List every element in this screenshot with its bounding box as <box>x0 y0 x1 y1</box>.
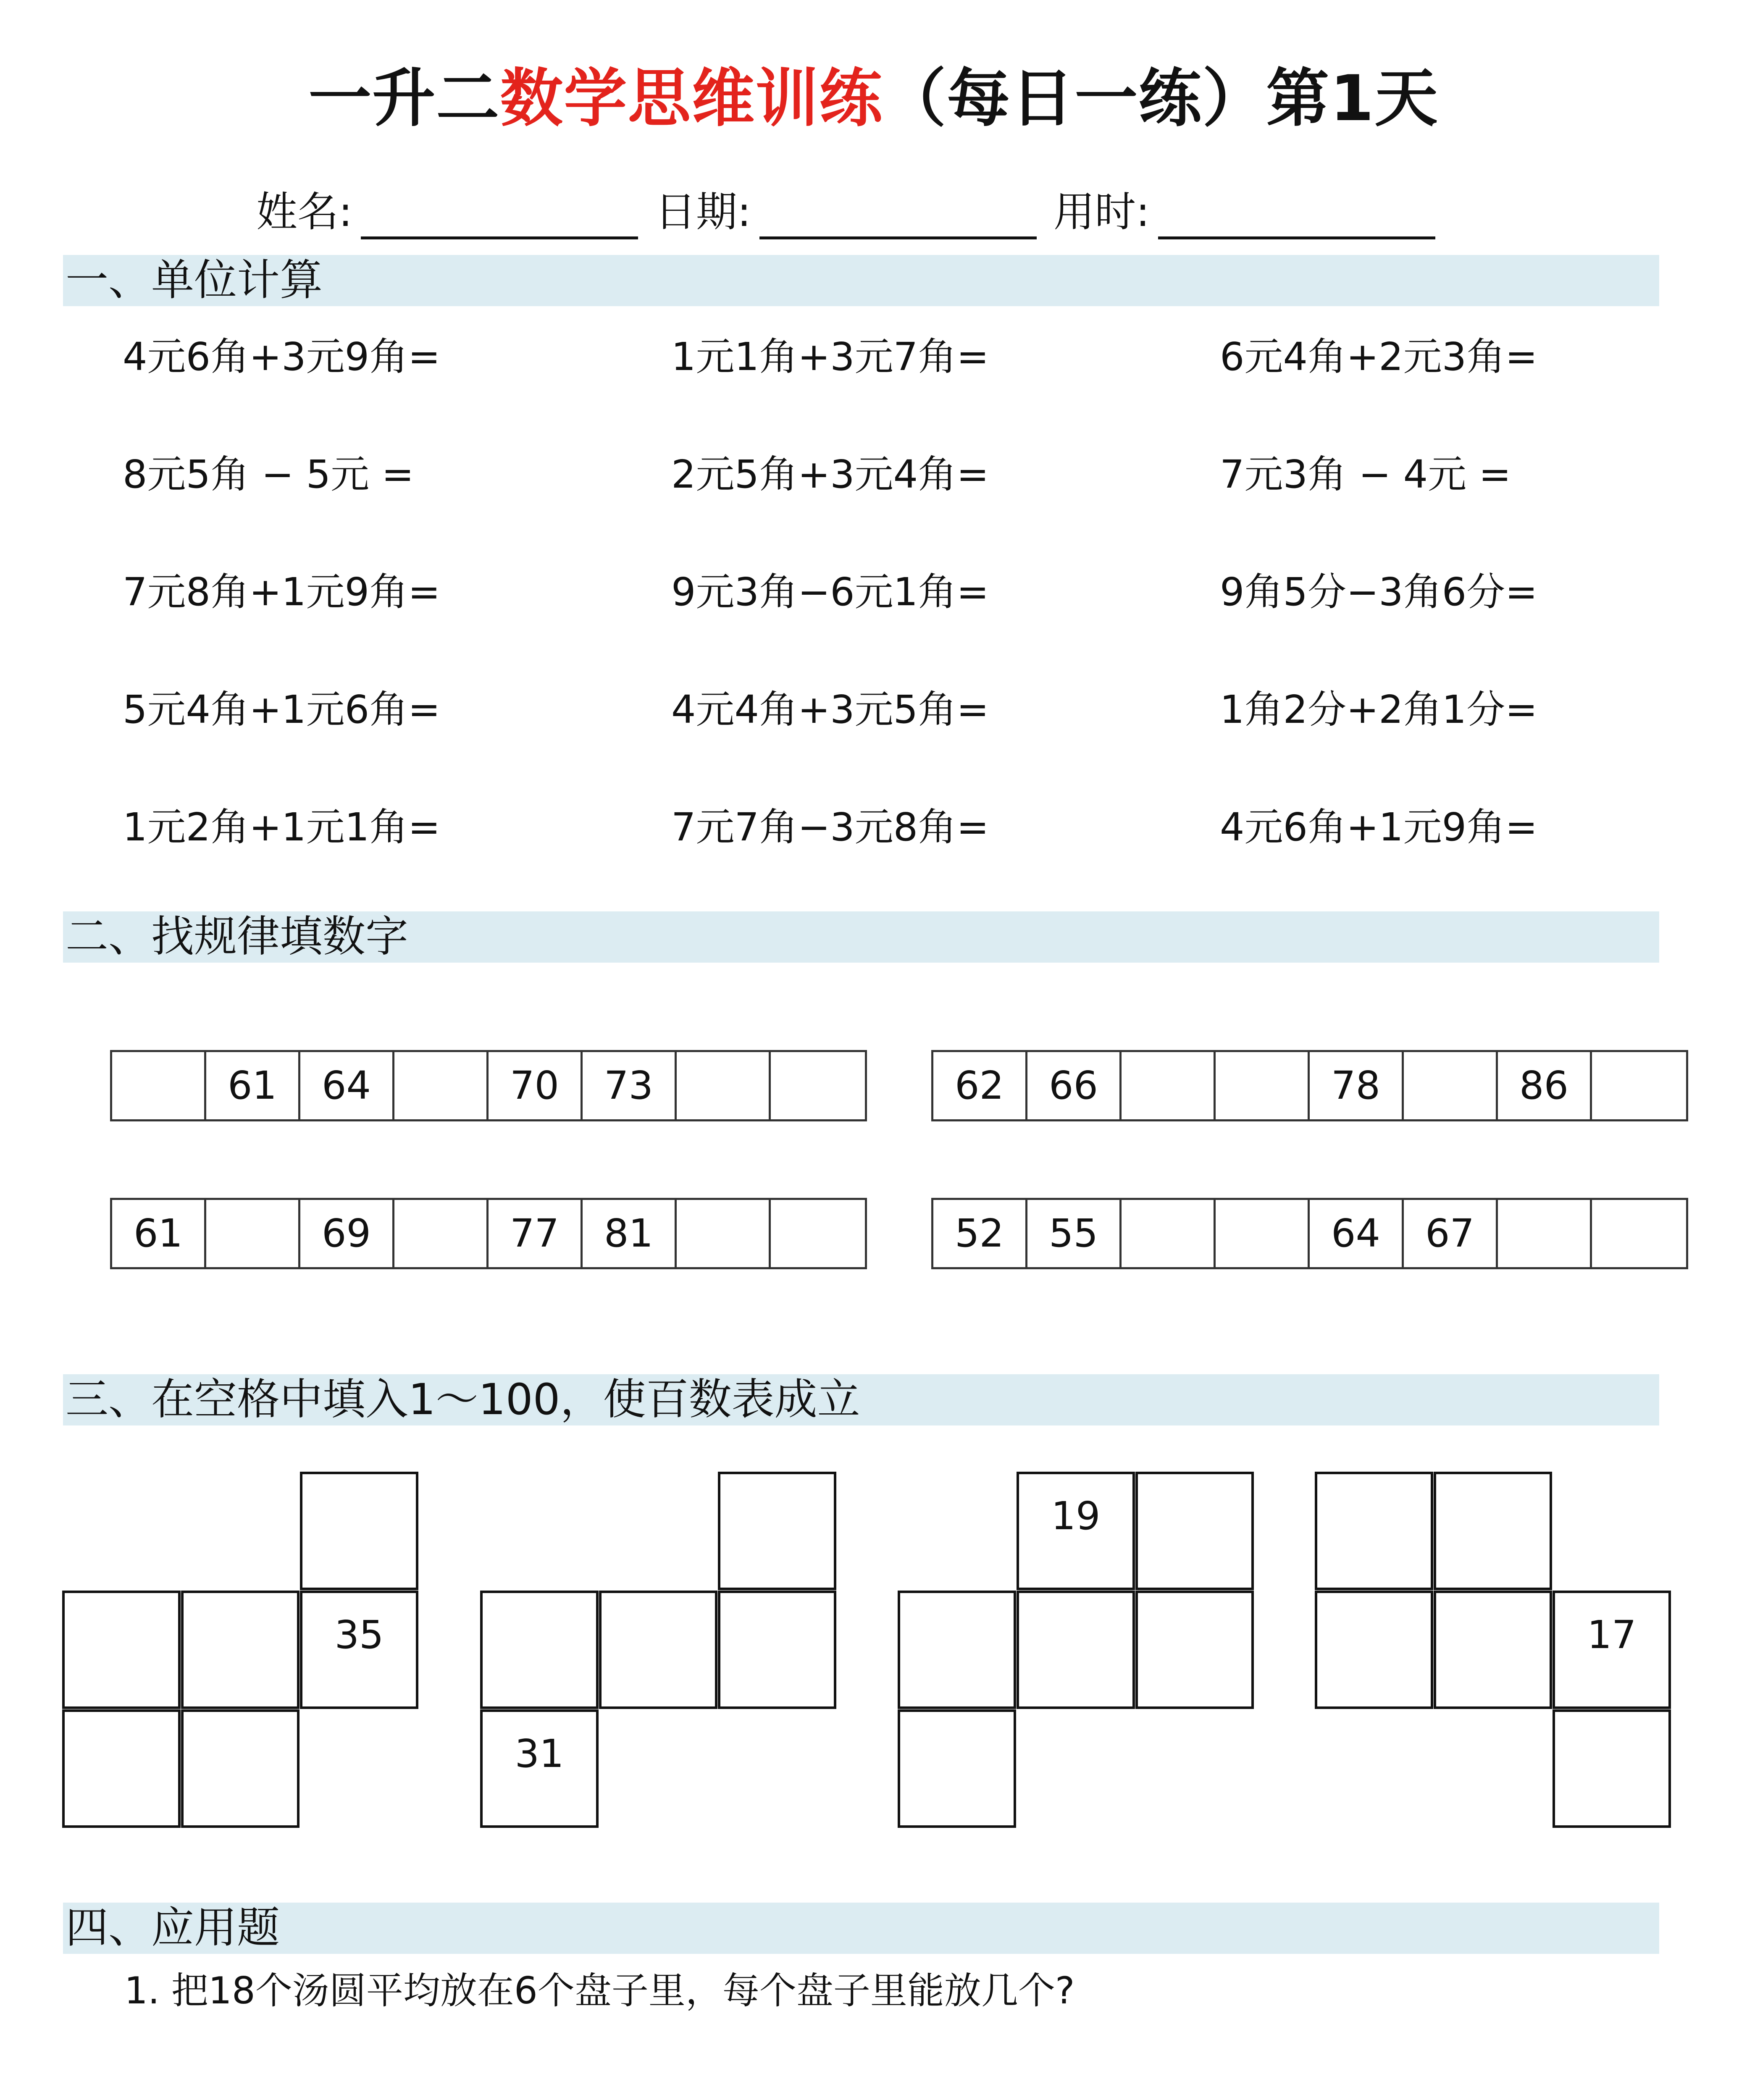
page-title <box>0 59 1747 139</box>
sequence-cell: 66 <box>1027 1052 1122 1119</box>
sequence-cell: 61 <box>206 1052 300 1119</box>
time-label: 用时: <box>1053 188 1150 236</box>
sequence-cell[interactable] <box>112 1052 206 1119</box>
sequence-cell: 73 <box>583 1052 677 1119</box>
sequence-cell[interactable] <box>394 1200 489 1267</box>
sequence-row-1 <box>110 1050 867 1121</box>
sequence-cell[interactable] <box>1592 1052 1686 1119</box>
sequence-row-2 <box>931 1050 1688 1121</box>
section1-header <box>63 255 1659 306</box>
sequence-cell[interactable] <box>677 1052 771 1119</box>
section1-title: 一、单位计算 <box>66 255 323 305</box>
calc-item: 2元5角+3元4角= <box>671 452 989 497</box>
sequence-row-4 <box>931 1198 1688 1269</box>
sequence-cell[interactable] <box>677 1200 771 1267</box>
date-label: 日期: <box>655 188 751 236</box>
grid-cell-given: 17 <box>1553 1591 1671 1709</box>
grid-cell[interactable] <box>62 1709 181 1828</box>
sequence-cell: 78 <box>1310 1052 1404 1119</box>
sequence-cell[interactable] <box>1122 1052 1216 1119</box>
grid-cell[interactable] <box>898 1591 1016 1709</box>
title-suffix: （每日一练）第1天 <box>883 62 1439 135</box>
section3-header <box>63 1374 1659 1425</box>
sequence-row-3 <box>110 1198 867 1269</box>
calc-item: 9角5分−3角6分= <box>1220 570 1538 614</box>
grid-cell-given: 31 <box>480 1709 599 1828</box>
sequence-cell[interactable] <box>1216 1200 1310 1267</box>
sequence-cell[interactable] <box>1216 1052 1310 1119</box>
calc-item: 5元4角+1元6角= <box>123 687 441 732</box>
grid-cell[interactable] <box>1315 1472 1433 1590</box>
sequence-cell: 52 <box>933 1200 1027 1267</box>
calc-item: 7元7角−3元8角= <box>671 805 989 850</box>
calc-item: 1元2角+1元1角= <box>123 805 441 850</box>
sequence-cell[interactable] <box>1498 1200 1592 1267</box>
sequence-cell: 77 <box>489 1200 583 1267</box>
sequence-cell[interactable] <box>1404 1052 1498 1119</box>
calc-item: 6元4角+2元3角= <box>1220 334 1538 379</box>
sequence-cell: 64 <box>1310 1200 1404 1267</box>
grid-cell-given: 35 <box>300 1591 418 1709</box>
title-highlight: 数学思维训练 <box>500 62 883 135</box>
grid-cell[interactable] <box>1135 1591 1254 1709</box>
calc-item: 8元5角 − 5元 = <box>123 452 414 497</box>
time-blank[interactable] <box>1158 199 1435 239</box>
sequence-cell: 61 <box>112 1200 206 1267</box>
calc-item: 7元3角 − 4元 = <box>1220 452 1511 497</box>
date-blank[interactable] <box>759 199 1037 239</box>
grid-cell[interactable] <box>1315 1591 1433 1709</box>
student-info-line <box>256 185 1452 239</box>
calc-item: 9元3角−6元1角= <box>671 570 989 614</box>
sequence-cell[interactable] <box>771 1052 865 1119</box>
grid-cell[interactable] <box>62 1591 181 1709</box>
section2-title: 二、找规律填数字 <box>66 912 408 962</box>
grid-cell[interactable] <box>599 1591 717 1709</box>
sequence-cell[interactable] <box>771 1200 865 1267</box>
sequence-cell[interactable] <box>1122 1200 1216 1267</box>
grid-cell[interactable] <box>181 1709 299 1828</box>
sequence-cell: 86 <box>1498 1052 1592 1119</box>
grid-cell[interactable] <box>718 1472 836 1590</box>
section4-title: 四、应用题 <box>66 1903 280 1953</box>
grid-cell[interactable] <box>300 1472 418 1590</box>
grid-cell[interactable] <box>898 1709 1016 1828</box>
sequence-cell: 67 <box>1404 1200 1498 1267</box>
name-label: 姓名: <box>256 188 353 236</box>
grid-cell[interactable] <box>1135 1472 1254 1590</box>
sequence-cell[interactable] <box>206 1200 300 1267</box>
grid-cell[interactable] <box>1434 1472 1552 1590</box>
grid-cell[interactable] <box>480 1591 599 1709</box>
name-blank[interactable] <box>361 199 638 239</box>
section3-title: 三、在空格中填入1～100，使百数表成立 <box>66 1375 860 1425</box>
sequence-cell: 62 <box>933 1052 1027 1119</box>
grid-cell[interactable] <box>1017 1591 1135 1709</box>
calc-item: 7元8角+1元9角= <box>123 570 441 614</box>
grid-cell-given: 19 <box>1017 1472 1135 1590</box>
sequence-cell: 64 <box>300 1052 394 1119</box>
word-problem-1: 1. 把18个汤圆平均放在6个盘子里，每个盘子里能放几个? <box>124 1969 1075 2012</box>
section4-header <box>63 1903 1659 1954</box>
grid-cell[interactable] <box>718 1591 836 1709</box>
sequence-cell[interactable] <box>394 1052 489 1119</box>
calc-item: 4元4角+3元5角= <box>671 687 989 732</box>
grid-cell[interactable] <box>1434 1591 1552 1709</box>
grid-cell[interactable] <box>181 1591 299 1709</box>
sequence-cell: 81 <box>583 1200 677 1267</box>
sequence-cell[interactable] <box>1592 1200 1686 1267</box>
calc-item: 1角2分+2角1分= <box>1220 687 1538 732</box>
sequence-cell: 69 <box>300 1200 394 1267</box>
sequence-cell: 70 <box>489 1052 583 1119</box>
title-prefix: 一升二 <box>308 62 500 135</box>
grid-cell[interactable] <box>1553 1709 1671 1828</box>
section2-header <box>63 911 1659 963</box>
sequence-cell: 55 <box>1027 1200 1122 1267</box>
calc-item: 4元6角+3元9角= <box>123 334 441 379</box>
calc-item: 4元6角+1元9角= <box>1220 805 1538 850</box>
calc-item: 1元1角+3元7角= <box>671 334 989 379</box>
